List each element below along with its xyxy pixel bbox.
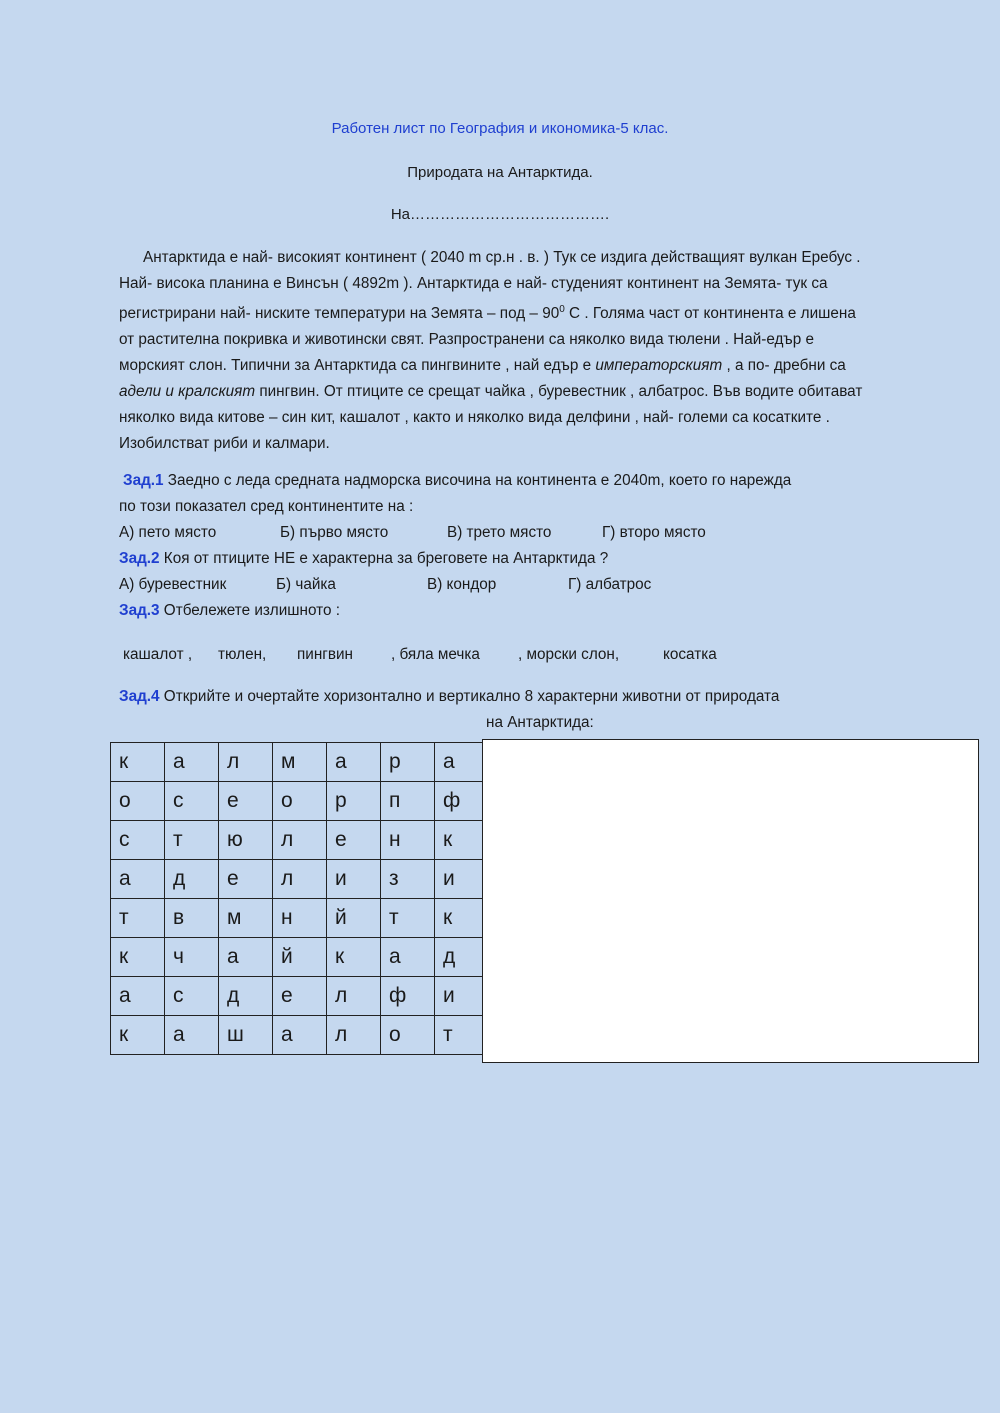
task1-text-line2: по този показател сред континентите на : (119, 498, 414, 515)
grid-cell[interactable]: а (165, 743, 219, 782)
grid-cell[interactable]: т (381, 899, 435, 938)
grid-cell[interactable]: о (273, 782, 327, 821)
task4-label: Зад.4 (119, 688, 160, 705)
task2-label: Зад.2 (119, 550, 160, 567)
task2-option-a[interactable]: А) буревестник (119, 576, 227, 593)
grid-cell[interactable]: н (381, 821, 435, 860)
grid-cell[interactable]: т (435, 1016, 489, 1055)
grid-cell[interactable]: к (327, 938, 381, 977)
task1-question (123, 472, 791, 490)
answer-box[interactable] (482, 739, 979, 1063)
grid-cell[interactable]: д (219, 977, 273, 1016)
name-field-line[interactable]: На…………………………………. (390, 206, 610, 223)
grid-row (111, 860, 543, 899)
grid-cell[interactable]: к (111, 938, 165, 977)
grid-cell[interactable]: е (219, 782, 273, 821)
task1-option-b[interactable]: Б) първо място (280, 524, 389, 541)
grid-row (111, 1016, 543, 1055)
task4-text-line1: Открийте и очертайте хоризонтално и вертикално 8 характерни животни от природата (159, 688, 780, 705)
grid-row (111, 938, 543, 977)
task2-option-d[interactable]: Г) албатрос (568, 576, 652, 593)
grid-cell[interactable]: л (327, 977, 381, 1016)
grid-cell[interactable]: е (219, 860, 273, 899)
worksheet-subtitle: Природата на Антарктида. (407, 164, 593, 181)
grid-cell[interactable]: и (327, 860, 381, 899)
grid-cell[interactable]: ю (219, 821, 273, 860)
grid-cell[interactable]: а (111, 977, 165, 1016)
grid-cell[interactable]: о (381, 1016, 435, 1055)
task4-question (119, 688, 779, 706)
grid-cell[interactable]: а (381, 938, 435, 977)
task1-text-line1: Заедно с леда средната надморска височина на континента е 2040m, което го нарежда (163, 472, 792, 489)
task1-option-c[interactable]: В) трето място (447, 524, 552, 541)
task2-text: Коя от птиците НЕ е характерна за бреговете на Антарктида ? (159, 550, 609, 567)
grid-row (111, 782, 543, 821)
grid-cell[interactable]: а (165, 1016, 219, 1055)
task1-option-a[interactable]: А) пето място (119, 524, 217, 541)
grid-cell[interactable]: а (435, 743, 489, 782)
task3-text: Отбележете излишното : (159, 602, 340, 619)
grid-cell[interactable]: к (111, 1016, 165, 1055)
grid-cell[interactable]: а (327, 743, 381, 782)
grid-cell[interactable]: й (327, 899, 381, 938)
grid-cell[interactable]: е (327, 821, 381, 860)
grid-cell[interactable]: в (165, 899, 219, 938)
task3-word-sperm-whale[interactable]: кашалот , (123, 646, 193, 663)
grid-cell[interactable]: к (435, 899, 489, 938)
grid-cell[interactable]: т (111, 899, 165, 938)
grid-cell[interactable]: с (165, 977, 219, 1016)
grid-cell[interactable]: л (273, 860, 327, 899)
intro-text-2: С . Голяма част от континента е лишена от растителна покривка и животински свят. Разпространени са няколко вида тюлени . Най-едър е морският слон. Типични за Антарктида са пингвините , най едър е (119, 305, 856, 375)
task3-word-elephant-seal[interactable]: , морски слон, (518, 646, 620, 663)
intro-emphasis-emperor: императорският (595, 357, 723, 375)
grid-cell[interactable]: а (219, 938, 273, 977)
grid-cell[interactable]: е (273, 977, 327, 1016)
grid-cell[interactable]: р (327, 782, 381, 821)
grid-cell[interactable]: ч (165, 938, 219, 977)
task3-word-polar-bear[interactable]: , бяла мечка (391, 646, 480, 663)
grid-cell[interactable]: ф (381, 977, 435, 1016)
grid-cell[interactable]: л (273, 821, 327, 860)
grid-cell[interactable]: с (111, 821, 165, 860)
task1-label: Зад.1 (123, 472, 164, 489)
grid-cell[interactable]: д (435, 938, 489, 977)
task2-question (119, 550, 608, 568)
task4-text-line2: на Антарктида: (486, 714, 594, 731)
grid-cell[interactable]: к (435, 821, 489, 860)
grid-cell[interactable]: ш (219, 1016, 273, 1055)
word-search-grid (110, 742, 543, 1055)
grid-cell[interactable]: л (327, 1016, 381, 1055)
intro-emphasis-adelie: адели и кралският (119, 383, 256, 401)
task2-option-b[interactable]: Б) чайка (276, 576, 336, 593)
grid-cell[interactable]: м (219, 899, 273, 938)
grid-cell[interactable]: о (111, 782, 165, 821)
degree-superscript: 0 (559, 304, 565, 315)
grid-cell[interactable]: п (381, 782, 435, 821)
task3-question (119, 602, 340, 620)
grid-row (111, 821, 543, 860)
grid-cell[interactable]: и (435, 977, 489, 1016)
grid-cell[interactable]: а (273, 1016, 327, 1055)
grid-cell[interactable]: д (165, 860, 219, 899)
grid-cell[interactable]: а (111, 860, 165, 899)
grid-row (111, 743, 543, 782)
grid-cell[interactable]: й (273, 938, 327, 977)
grid-cell[interactable]: т (165, 821, 219, 860)
grid-cell[interactable]: з (381, 860, 435, 899)
task1-option-d[interactable]: Г) второ място (602, 524, 706, 541)
grid-cell[interactable]: с (165, 782, 219, 821)
grid-cell[interactable]: к (111, 743, 165, 782)
grid-row (111, 977, 543, 1016)
intro-text-3: , а по- дребни са (722, 357, 846, 375)
grid-cell[interactable]: и (435, 860, 489, 899)
task2-option-c[interactable]: В) кондор (427, 576, 497, 593)
grid-cell[interactable]: м (273, 743, 327, 782)
grid-cell[interactable]: ф (435, 782, 489, 821)
grid-cell[interactable]: л (219, 743, 273, 782)
task3-label: Зад.3 (119, 602, 160, 619)
grid-cell[interactable]: н (273, 899, 327, 938)
task3-word-orca[interactable]: косатка (663, 646, 717, 663)
task3-word-seal[interactable]: тюлен, (218, 646, 267, 663)
intro-text-4: пингвин. От птиците се срещат чайка , буревестник , албатрос. Във водите обитават няколко вида китове – син кит, кашалот , както и няколко вида делфини , най- големи са косатките . Изобилстват риби и калмари. (119, 383, 863, 453)
grid-cell[interactable]: р (381, 743, 435, 782)
grid-row (111, 899, 543, 938)
task3-word-penguin[interactable]: пингвин (297, 646, 353, 663)
worksheet-title: Работен лист по География и икономика-5 клас. (331, 120, 669, 137)
intro-paragraph (119, 245, 871, 457)
intro-text-1: Антарктида е най- високият континент ( 2040 m ср.н . в. ) Тук се издига действащият вулкан Еребус . Най- висока планина е Винсън ( 4892m ). Антарктида е най- студеният континент на Земята- тук са регистрирани най- ниските температури на Земята – под – 90 (119, 249, 861, 323)
